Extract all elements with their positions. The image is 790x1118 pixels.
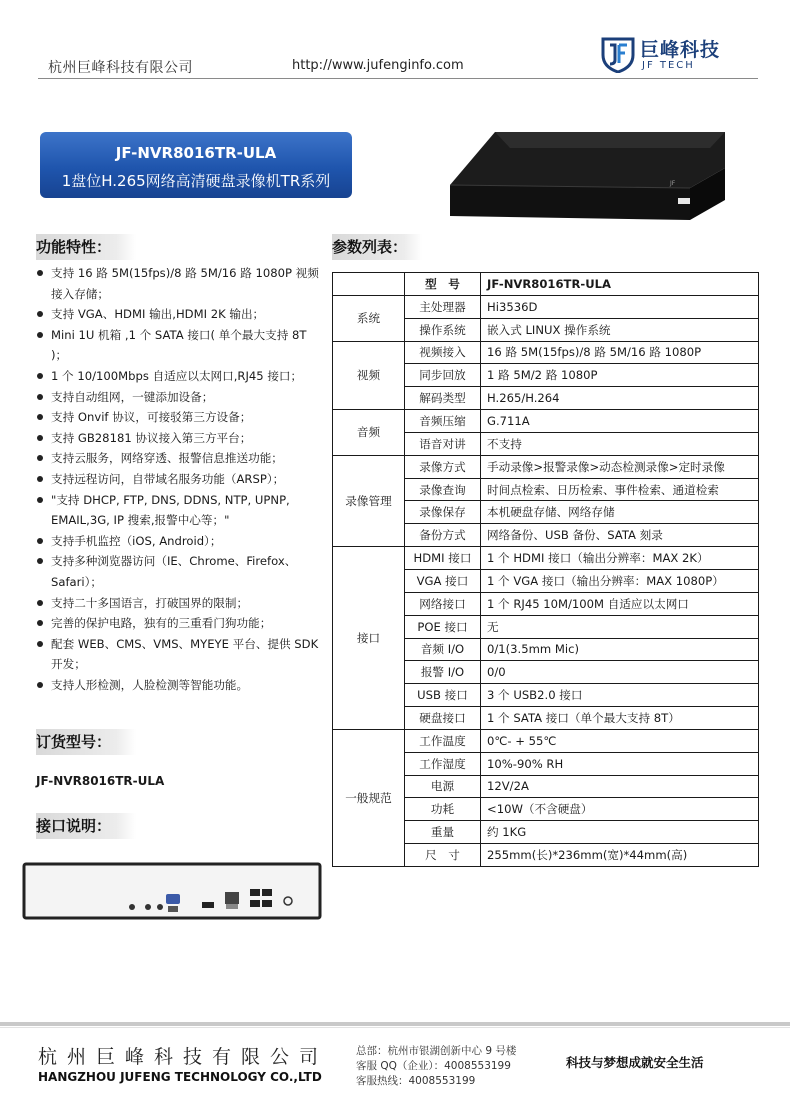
- feature-item: 支持 16 路 5M(15fps)/8 路 5M/16 路 1080P 视频接入存储；: [36, 263, 326, 304]
- table-value-cell: 手动录像>报警录像>动态检测录像>定时录像: [481, 455, 759, 478]
- table-category-cell: 录像管理: [333, 455, 405, 546]
- footer-slogan: 科技与梦想成就安全生活: [566, 1055, 704, 1070]
- table-key-cell: 电源: [405, 775, 481, 798]
- table-value-cell: <10W（不含硬盘）: [481, 798, 759, 821]
- table-category-cell: 视频: [333, 341, 405, 410]
- params-table: [332, 272, 759, 867]
- table-value-cell: 1 个 RJ45 10M/100M 自适应以太网口: [481, 592, 759, 615]
- header-divider: [38, 78, 758, 79]
- feature-item: 支持 Onvif 协议，可接驳第三方设备；: [36, 407, 326, 428]
- table-key-cell: 主处理器: [405, 295, 481, 318]
- table-key-cell: 录像保存: [405, 501, 481, 524]
- feature-item: 支持二十多国语言，打破国界的限制；: [36, 593, 326, 614]
- table-category-cell: 接口: [333, 547, 405, 730]
- table-head-value: JF-NVR8016TR-ULA: [481, 273, 759, 296]
- footer-hotline: 客服热线：4008553199: [356, 1075, 476, 1087]
- table-value-cell: 本机硬盘存储、网络存储: [481, 501, 759, 524]
- table-row: [333, 295, 759, 318]
- footer-qq: 客服 QQ（企业）：4008553199: [356, 1060, 511, 1072]
- feature-item: 支持云服务，网络穿透、报警信息推送功能；: [36, 448, 326, 469]
- interface-title: 接口说明：: [36, 813, 136, 839]
- table-value-cell: 16 路 5M(15fps)/8 路 5M/16 路 1080P: [481, 341, 759, 364]
- banner-model: JF-NVR8016TR-ULA: [115, 144, 277, 162]
- feature-item: 支持自动组网，一键添加设备；: [36, 387, 326, 408]
- table-category-cell: 音频: [333, 410, 405, 456]
- feature-item: 1 个 10/100Mbps 自适应以太网口,RJ45 接口；: [36, 366, 326, 387]
- jf-tech-shield-logo-icon: [600, 35, 636, 73]
- table-key-cell: 工作湿度: [405, 752, 481, 775]
- table-value-cell: 10%-90% RH: [481, 752, 759, 775]
- footer-divider-thin: [0, 1027, 790, 1028]
- logo-text-en: JF TECH: [642, 60, 695, 71]
- params-title: 参数列表：: [332, 234, 422, 260]
- table-key-cell: 备份方式: [405, 524, 481, 547]
- table-key-cell: 同步回放: [405, 364, 481, 387]
- table-value-cell: 时间点检索、日历检索、事件检索、通道检索: [481, 478, 759, 501]
- table-value-cell: 无: [481, 615, 759, 638]
- table-key-cell: 音频 I/O: [405, 638, 481, 661]
- feature-item: 支持人形检测，人脸检测等智能功能。: [36, 675, 326, 696]
- footer-company-en: HANGZHOU JUFENG TECHNOLOGY CO.,LTD: [38, 1070, 322, 1084]
- logo-text-cn: 巨峰科技: [640, 39, 721, 61]
- features-title: 功能特性：: [36, 234, 136, 260]
- table-value-cell: 1 个 SATA 接口（单个最大支持 8T）: [481, 707, 759, 730]
- order-title: 订货型号：: [36, 729, 136, 755]
- table-value-cell: 不支持: [481, 432, 759, 455]
- table-value-cell: 0℃- + 55℃: [481, 729, 759, 752]
- header-website-url[interactable]: http://www.jufenginfo.com: [292, 58, 464, 73]
- feature-item: 支持多种浏览器访问（IE、Chrome、Firefox、Safari）；: [36, 551, 326, 592]
- table-row: [333, 547, 759, 570]
- table-key-cell: 视频接入: [405, 341, 481, 364]
- table-key-cell: 功耗: [405, 798, 481, 821]
- table-value-cell: 1 个 VGA 接口（输出分辨率：MAX 1080P）: [481, 569, 759, 592]
- banner-subtitle: 1盘位H.265网络高清硬盘录像机TR系列: [61, 172, 331, 190]
- table-key-cell: 网络接口: [405, 592, 481, 615]
- header-company-name: 杭州巨峰科技有限公司: [48, 60, 193, 76]
- feature-item: 支持远程访问，自带域名服务功能（ARSP）；: [36, 469, 326, 490]
- table-key-cell: 报警 I/O: [405, 661, 481, 684]
- table-key-cell: 操作系统: [405, 318, 481, 341]
- table-row: [333, 341, 759, 364]
- svg-text:JF: JF: [670, 180, 676, 187]
- table-category-cell: 一般规范: [333, 729, 405, 866]
- feature-item: Mini 1U 机箱 ,1 个 SATA 接口( 单个最大支持 8T )；: [36, 325, 326, 366]
- table-value-cell: 3 个 USB2.0 接口: [481, 684, 759, 707]
- table-key-cell: 重量: [405, 821, 481, 844]
- table-value-cell: 1 路 5M/2 路 1080P: [481, 364, 759, 387]
- feature-item: 支持 GB28181 协议接入第三方平台；: [36, 428, 326, 449]
- table-key-cell: 硬盘接口: [405, 707, 481, 730]
- table-category-cell: 系统: [333, 295, 405, 341]
- table-key-cell: 录像方式: [405, 455, 481, 478]
- company-logo: [600, 33, 750, 75]
- table-value-cell: 0/1(3.5mm Mic): [481, 638, 759, 661]
- table-value-cell: Hi3536D: [481, 295, 759, 318]
- feature-item: 支持手机监控（iOS, Android）；: [36, 531, 326, 552]
- table-key-cell: 音频压缩: [405, 410, 481, 433]
- table-value-cell: G.711A: [481, 410, 759, 433]
- table-row: [333, 455, 759, 478]
- feature-item: 完善的保护电路，独有的三重看门狗功能；: [36, 613, 326, 634]
- table-value-cell: H.265/H.264: [481, 387, 759, 410]
- table-key-cell: 录像查询: [405, 478, 481, 501]
- features-list: [36, 263, 326, 695]
- footer-contact: [356, 1044, 516, 1089]
- feature-item: 支持 VGA、HDMI 输出,HDMI 2K 输出；: [36, 304, 326, 325]
- table-value-cell: 嵌入式 LINUX 操作系统: [481, 318, 759, 341]
- table-row: [333, 729, 759, 752]
- table-row: [333, 273, 759, 296]
- table-key-cell: HDMI 接口: [405, 547, 481, 570]
- nvr-rear-panel-image: [22, 862, 322, 920]
- table-key-cell: VGA 接口: [405, 569, 481, 592]
- table-head-key: 型 号: [405, 273, 481, 296]
- table-value-cell: 1 个 HDMI 接口（输出分辨率：MAX 2K）: [481, 547, 759, 570]
- product-title-banner: [40, 132, 352, 198]
- feature-item: "支持 DHCP, FTP, DNS, DDNS, NTP, UPNP, EMAIL,3G, IP 搜索,报警中心等；": [36, 490, 326, 531]
- table-value-cell: 255mm(长)*236mm(宽)*44mm(高): [481, 844, 759, 867]
- table-value-cell: 网络备份、USB 备份、SATA 刻录: [481, 524, 759, 547]
- footer-company-cn: 杭州巨峰科技有限公司: [38, 1046, 329, 1068]
- footer-hq-address: 总部：杭州市银湖创新中心 9 号楼: [356, 1045, 517, 1057]
- table-value-cell: 12V/2A: [481, 775, 759, 798]
- footer-divider: [0, 1022, 790, 1026]
- table-key-cell: 解码类型: [405, 387, 481, 410]
- table-key-cell: 语音对讲: [405, 432, 481, 455]
- order-model: JF-NVR8016TR-ULA: [36, 774, 165, 788]
- nvr-device-image: [440, 130, 730, 220]
- table-value-cell: 约 1KG: [481, 821, 759, 844]
- table-row: [333, 410, 759, 433]
- table-head-blank: [333, 273, 405, 296]
- table-key-cell: 工作温度: [405, 729, 481, 752]
- table-key-cell: 尺 寸: [405, 844, 481, 867]
- table-key-cell: USB 接口: [405, 684, 481, 707]
- table-value-cell: 0/0: [481, 661, 759, 684]
- table-key-cell: POE 接口: [405, 615, 481, 638]
- feature-item: 配套 WEB、CMS、VMS、MYEYE 平台、提供 SDK 开发；: [36, 634, 326, 675]
